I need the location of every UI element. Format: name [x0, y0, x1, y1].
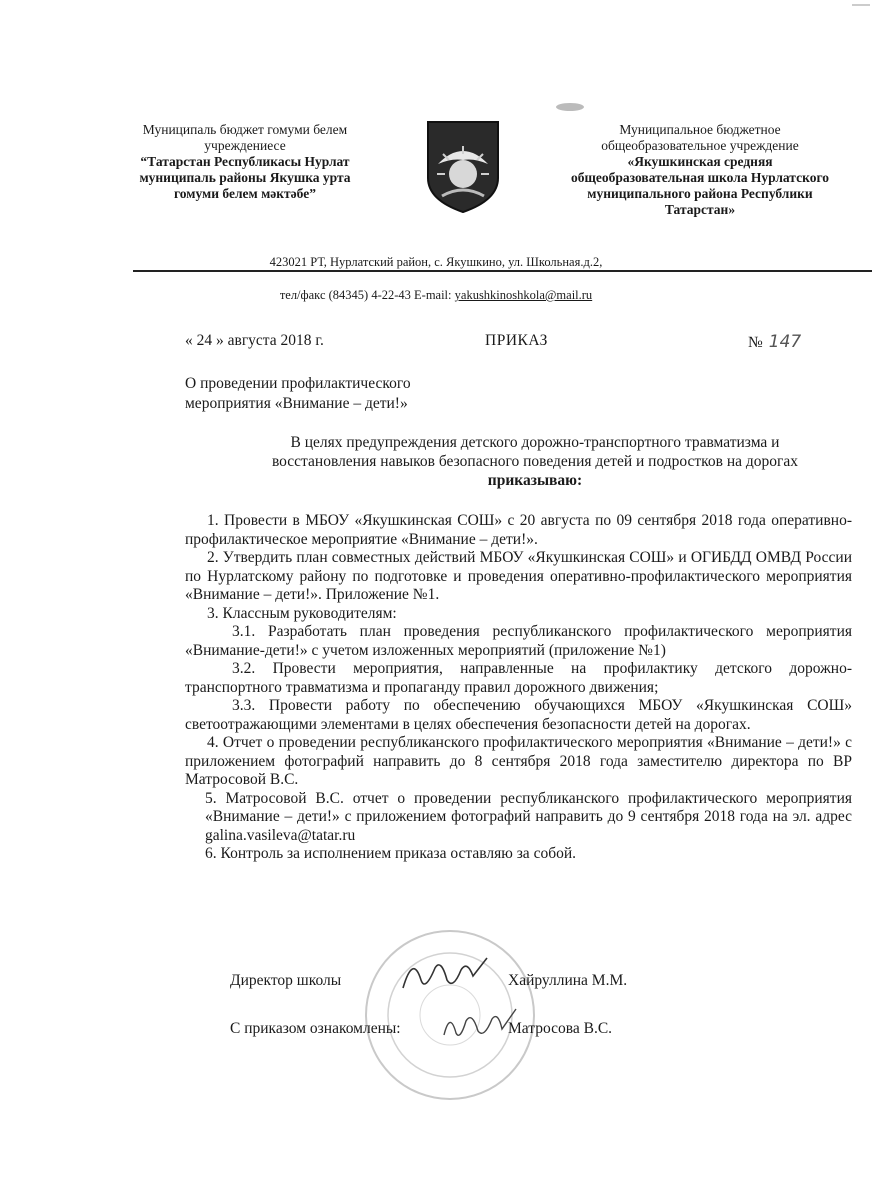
contacts-email-link[interactable]: yakushkinoshkola@mail.ru	[454, 288, 593, 302]
order-date: « 24 » августа 2018 г.	[185, 332, 324, 349]
school-contacts	[0, 288, 872, 303]
acknowledged-label: С приказом ознакомлены:	[230, 1020, 401, 1037]
header-russian-line1: Муниципальное бюджетное	[619, 122, 781, 137]
item-4: 4. Отчет о проведении республиканского профилактического мероприятия «Внимание – дети!» с приложением фотографий направить до 8 сентября 2018 года заместителю директора по ВР Матросовой В.С.	[185, 734, 852, 788]
contacts-phone: тел/факс (84345) 4-22-43 E-mail:	[279, 288, 455, 302]
header-tatar-line5: гомуми белем мәктәбе”	[173, 186, 316, 201]
order-subject	[185, 374, 515, 414]
item-3-1: 3.1. Разработать план проведения республиканского профилактического мероприятия «Внимание-дети!» с учетом изложенных мероприятий (приложение №1)	[185, 623, 852, 659]
header-russian-line3: «Якушкинская средняя	[627, 154, 773, 169]
header-russian	[545, 122, 855, 218]
header-russian-line6: Татарстан»	[664, 202, 736, 217]
item-1: 1. Провести в МБОУ «Якушкинская СОШ» с 20 августа по 09 сентября 2018 года оперативно-профилактическое мероприятие «Внимание – дети!».	[185, 512, 852, 548]
item-3-2: 3.2. Провести мероприятия, направленные на профилактику детского дорожно-транспортного травматизма и пропаганду правил дорожного движения;	[185, 660, 852, 696]
header-divider	[133, 270, 872, 272]
item-5: 5. Матросовой В.С. отчет о проведении республиканского профилактического мероприятия «Внимание – дети!» с приложением фотографий направить до 9 сентября 2018 года на эл. адрес galina.vasileva@tatar.ru	[205, 789, 852, 844]
order-body	[185, 512, 852, 864]
header-russian-line5: муниципального района Республики	[587, 186, 813, 201]
ink-blot	[555, 102, 585, 112]
order-title: ПРИКАЗ	[485, 332, 548, 349]
header-russian-line2: общеобразовательное учреждение	[601, 138, 799, 153]
order-number-label: №	[748, 334, 763, 351]
scan-mark	[850, 0, 872, 8]
order-number-handwritten: 147	[768, 332, 802, 352]
director-label: Директор школы	[230, 972, 342, 989]
director-name: Хайруллина М.М.	[508, 972, 628, 989]
header-russian-line4: общеобразовательная школа Нурлатского	[571, 170, 829, 185]
header-tatar-line4: муниципаль районы Якушка урта	[139, 170, 351, 185]
coat-of-arms-emblem	[424, 118, 502, 216]
subject-line1: О проведении профилактического	[185, 375, 411, 392]
header-tatar-line2: учреждениесе	[204, 138, 286, 153]
preamble-line2: восстановления навыков безопасного поведения детей и подростков на дорогах	[271, 453, 799, 470]
header-tatar	[120, 122, 370, 202]
header-tatar-line1: Муниципаль бюджет гомуми белем	[142, 122, 348, 137]
item-6: 6. Контроль за исполнением приказа оставляю за собой.	[205, 845, 577, 862]
order-number	[748, 332, 801, 352]
director-signature	[395, 950, 495, 1000]
school-address: 423021 РТ, Нурлатский район, с. Якушкино, ул. Школьная.д.2,	[269, 255, 603, 269]
acknowledged-name: Матросова В.С.	[508, 1020, 613, 1037]
preamble	[225, 433, 845, 490]
subject-line2: мероприятия «Внимание – дети!»	[185, 395, 408, 412]
item-2: 2. Утвердить план совместных действий МБОУ «Якушкинская СОШ» и ОГИБДД ОМВД России по Нурлатскому району по подготовке и проведения оперативно-профилактического мероприятия «Внимание – дети!». Приложение №1.	[185, 549, 852, 603]
preamble-line1: В целях предупреждения детского дорожно-транспортного травматизма и	[290, 434, 780, 451]
header-tatar-line3: “Татарстан Республикасы Нурлат	[140, 154, 350, 169]
item-3: 3. Классным руководителям:	[207, 604, 397, 622]
item-3-3: 3.3. Провести работу по обеспечению обучающихся МБОУ «Якушкинская СОШ» светоотражающими элементами в целях обеспечения безопасности детей на дорогах.	[185, 697, 852, 733]
preamble-decree: приказываю:	[487, 472, 583, 489]
